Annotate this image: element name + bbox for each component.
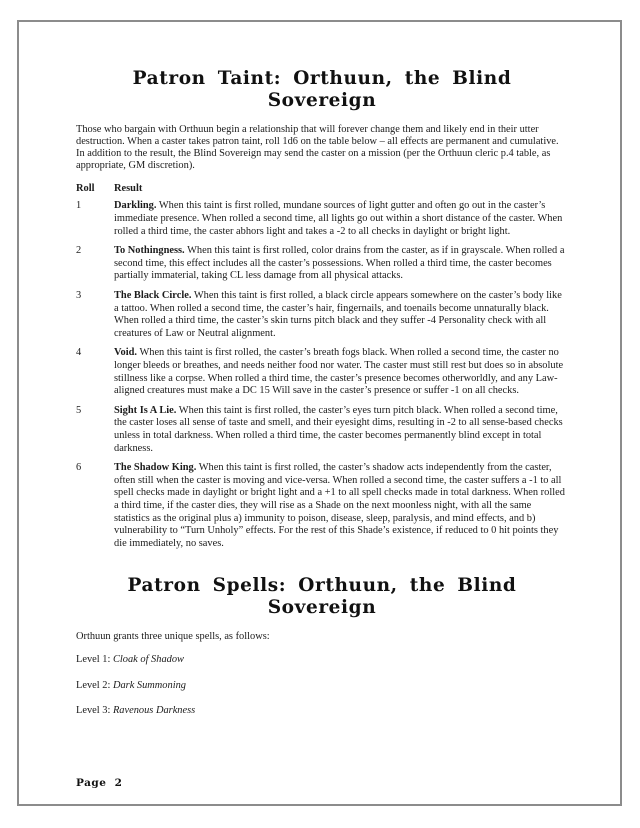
taint-table-row bbox=[76, 200, 568, 238]
taint-roll-number: 3 bbox=[76, 290, 82, 302]
taint-table-row bbox=[76, 462, 568, 550]
taint-name: The Shadow King. bbox=[114, 462, 197, 474]
taint-intro-paragraph: Those who bargain with Orthuun begin a relationship that will forever change them and likely end in their utter destruction. When a caster takes patron taint, roll 1d6 on the table below – all effects are permanent and cumulative. In addition to the result, the Blind Sovereign may send the caster on a mission (per the Orthuun cleric p.4 table, as appropriate, GM discretion). bbox=[76, 124, 559, 172]
taint-result-text bbox=[114, 245, 568, 283]
taint-result-text bbox=[114, 200, 568, 238]
spell-name: Ravenous Darkness bbox=[112, 704, 196, 716]
taint-roll-number: 2 bbox=[76, 245, 82, 257]
taint-result-text bbox=[114, 462, 568, 550]
spell-name: Dark Summoning bbox=[112, 679, 186, 691]
taint-description: When this taint is first rolled, the caster’s shadow acts independently from the caster, often still when the caster is moving and vice-versa. When rolled a second time, the caster suffers a -1 to all spell checks made in daylight or bright light and a +1 to all spell checks made in total darkness. When rolled a third time, if the caster dies, they will rise as a Shade on the next moonless night, with all the same statistics as the original plus a) immunity to poison, disease, sleep, paralysis, and mind effects, and b) vulnerability to “Turn Unholy” effects. For the rest of this Shade’s existence, if reduced to 0 hit points they die immediately, no saves. bbox=[114, 462, 565, 549]
taint-roll-number: 1 bbox=[76, 200, 82, 212]
taint-name: Darkling. bbox=[114, 200, 157, 212]
taint-table-header-result: Result bbox=[114, 183, 143, 195]
taint-result-text bbox=[114, 290, 568, 340]
page-frame bbox=[17, 20, 622, 806]
spell-level-line bbox=[76, 680, 568, 692]
taint-name: The Black Circle. bbox=[114, 290, 192, 302]
taint-table-row bbox=[76, 290, 568, 340]
taint-table-row bbox=[76, 405, 568, 455]
taint-section-title: Patron Taint: Orthuun, the Blind Sovereign bbox=[132, 68, 512, 111]
taint-result-text bbox=[114, 405, 568, 455]
spell-level-label: Level 1: bbox=[76, 654, 111, 666]
spell-name: Cloak of Shadow bbox=[112, 654, 184, 666]
spells-section-title: Patron Spells: Orthuun, the Blind Sovereign bbox=[127, 575, 517, 619]
taint-roll-number: 4 bbox=[76, 347, 82, 359]
spell-level-line bbox=[76, 654, 568, 666]
taint-description: When this taint is first rolled, mundane sources of light gutter and often go out in the caster’s immediate presence. When rolled a second time, all lights go out within a short distance of the caster. When rolled a third time, the caster abhors light and takes a -2 to all checks in daylight or bright light. bbox=[114, 200, 563, 237]
taint-description: When this taint is first rolled, a black circle appears somewhere on the caster’s body like a tattoo. When rolled a second time, the caster’s hair, fingernails, and toenails become unnaturally black. When rolled a third time, the caster’s skin turns pitch black and they suffer -4 Personality check with all creatures of Law or Neutral alignment. bbox=[114, 290, 562, 339]
page-number: Page 2 bbox=[76, 777, 123, 789]
spell-level-label: Level 3: bbox=[76, 704, 111, 716]
taint-description: When this taint is first rolled, color drains from the caster, as if in grayscale. When rolled a second time, this effect includes all the caster’s possessions. When rolled a third time, the caster becomes partially immaterial, taking CL less damage from all physical attacks. bbox=[114, 245, 565, 282]
taint-table-row bbox=[76, 245, 568, 283]
spell-level-label: Level 2: bbox=[76, 679, 111, 691]
taint-roll-number: 5 bbox=[76, 404, 82, 416]
taint-description: When this taint is first rolled, the caster’s eyes turn pitch black. When rolled a second time, the caster loses all sense of taste and smell, and their eyesight dims, resulting in -2 to all sense-based checks unless in total darkness. When rolled a third time, the caster becomes permanently blind except in total darkness. bbox=[114, 404, 563, 454]
taint-roll-number: 6 bbox=[76, 462, 82, 474]
taint-description: When this taint is first rolled, the caster’s breath fogs black. When rolled a second time, the caster no longer bleeds or breathes, and needs neither food nor water. The caster must still rest but does so in absolute stillness like a corpse. When rolled a third time, the caster’s presence becomes otherworldly, and any Law-aligned creatures must make a DC 15 Will save in the caster’s presence or suffer -1 on all checks. bbox=[114, 347, 564, 397]
spell-level-line bbox=[76, 705, 568, 717]
page-content bbox=[76, 68, 568, 730]
taint-result-text bbox=[114, 347, 568, 397]
taint-table-header bbox=[76, 183, 568, 195]
taint-table-row bbox=[76, 347, 568, 397]
spells-intro-paragraph: Orthuun grants three unique spells, as follows: bbox=[76, 631, 270, 643]
taint-name: To Nothingness. bbox=[114, 245, 185, 257]
taint-name: Sight Is A Lie. bbox=[114, 404, 177, 416]
taint-table-header-roll: Roll bbox=[76, 183, 95, 195]
taint-name: Void. bbox=[114, 347, 138, 359]
